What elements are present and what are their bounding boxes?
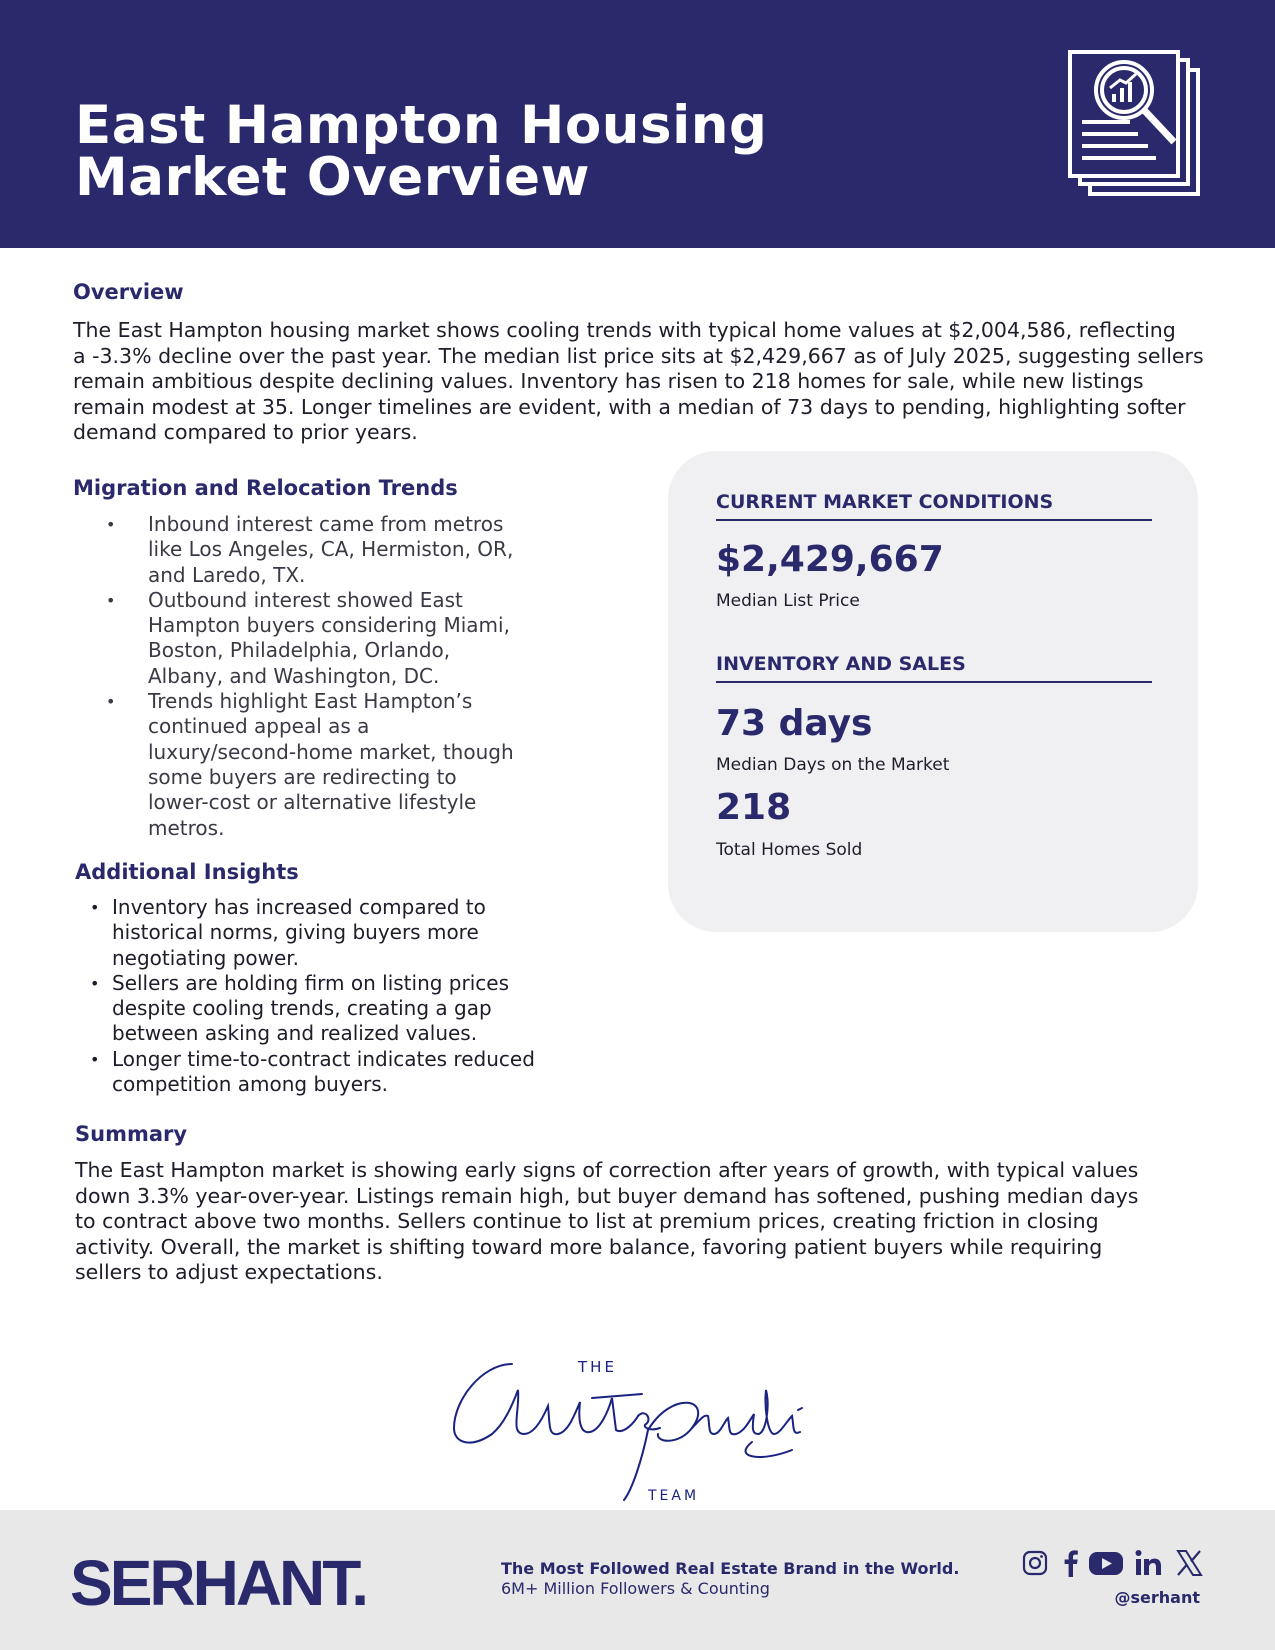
overview-line: demand compared to prior years. — [73, 420, 418, 444]
median-days-label: Median Days on the Market — [716, 755, 950, 775]
list-item: • Inbound interest came from metros like Los Angeles, CA, Hermiston, OR, and Laredo, TX. — [106, 512, 514, 587]
logo-team-text: TEAM — [648, 1488, 700, 1504]
insights-list — [90, 895, 590, 1097]
page-title — [75, 95, 768, 208]
insights-heading: Additional Insights — [75, 860, 299, 884]
summary-paragraph — [75, 1158, 1138, 1286]
bullet-icon: • — [106, 692, 116, 712]
current-market-heading: CURRENT MARKET CONDITIONS — [716, 491, 1152, 521]
summary-line: The East Hampton market is showing early signs of correction after years of growth, with typical values — [75, 1158, 1139, 1182]
followers-tagline: 6M+ Million Followers & Counting — [501, 1579, 770, 1598]
market-conditions-card — [668, 451, 1198, 932]
overview-line: a -3.3% decline over the past year. The median list price sits at $2,429,667 as of July 2025, suggesting sellers — [73, 343, 1204, 368]
list-item: • Trends highlight East Hampton’s continued appeal as a luxury/second-home market, though some buyers are redirecting to lower-cost or alternative lifestyle metros. — [106, 689, 514, 840]
brand-tagline: The Most Followed Real Estate Brand in the World. — [501, 1559, 960, 1578]
x-icon[interactable] — [1174, 1548, 1204, 1578]
linkedin-icon[interactable] — [1134, 1548, 1164, 1578]
list-item: • Outbound interest showed East Hampton buyers considering Miami, Boston, Philadelphia, Orlando, Albany, and Washington, DC. — [106, 587, 510, 688]
footer — [0, 1510, 1275, 1650]
bullet-icon: • — [90, 973, 100, 993]
overview-heading: Overview — [73, 280, 184, 304]
list-item: • Inventory has increased compared to historical norms, giving buyers more negotiating power. — [90, 895, 486, 970]
homes-sold-value: 218 — [716, 787, 792, 828]
header-banner — [0, 0, 1275, 248]
bullet-icon: • — [90, 898, 100, 917]
median-days-value: 73 days — [716, 703, 873, 744]
social-handle[interactable]: @serhant — [1114, 1588, 1200, 1607]
list-item: • Sellers are holding firm on listing prices despite cooling trends, creating a gap between asking and realized values. — [90, 970, 510, 1046]
bullet-icon: • — [90, 1049, 100, 1069]
median-list-price-value: $2,429,667 — [716, 539, 944, 580]
list-item: • Longer time-to-contract indicates reduced competition among buyers. — [90, 1046, 535, 1097]
summary-line: sellers to adjust expectations. — [75, 1260, 383, 1284]
inventory-sales-heading: INVENTORY AND SALES — [716, 653, 1152, 683]
facebook-icon[interactable] — [1056, 1548, 1086, 1578]
youtube-icon[interactable] — [1088, 1548, 1124, 1578]
social-links — [1020, 1548, 1200, 1580]
overview-line: remain modest at 35. Longer timelines are evident, with a median of 73 days to pending, highlighting softer — [73, 394, 1186, 419]
summary-line: activity. Overall, the market is shifting toward more balance, favoring patient buyers while requiring — [75, 1234, 1103, 1259]
team-signature-logo — [452, 1350, 832, 1510]
median-list-price-label: Median List Price — [716, 591, 860, 611]
migration-heading: Migration and Relocation Trends — [73, 476, 458, 500]
bullet-icon: • — [106, 590, 116, 610]
homes-sold-label: Total Homes Sold — [716, 840, 863, 860]
overview-line: remain ambitious despite declining values. Inventory has risen to 218 homes for sale, while new listings — [73, 369, 1144, 393]
title-line-2: Market Overview — [75, 147, 591, 208]
serhant-logo: SERHANT. — [70, 1547, 367, 1619]
summary-line: to contract above two months. Sellers continue to list at premium prices, creating friction in closing — [75, 1209, 1099, 1233]
report-magnifier-chart-icon — [1068, 50, 1202, 198]
logo-the-text: THE — [578, 1358, 617, 1376]
migration-list — [106, 512, 566, 841]
summary-line: down 3.3% year-over-year. Listings remain high, but buyer demand has softened, pushing median days — [75, 1183, 1139, 1208]
summary-heading: Summary — [75, 1122, 188, 1146]
celeste-pandhi-script — [454, 1364, 802, 1500]
overview-line: The East Hampton housing market shows cooling trends with typical home values at $2,004,586, reflecting — [73, 318, 1176, 342]
overview-paragraph — [73, 318, 1204, 446]
title-line-1: East Hampton Housing — [75, 95, 768, 156]
bullet-icon: • — [106, 515, 116, 534]
instagram-icon[interactable] — [1020, 1548, 1050, 1578]
